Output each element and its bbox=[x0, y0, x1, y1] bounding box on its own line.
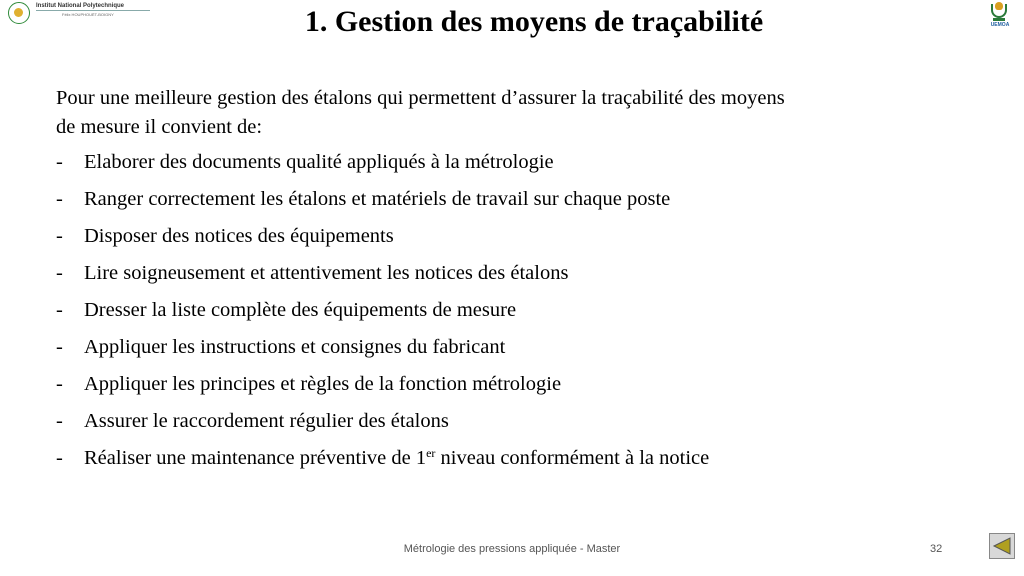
ordinal-superscript: er bbox=[426, 446, 436, 460]
list-item bbox=[56, 403, 982, 440]
back-arrow-icon bbox=[990, 534, 1014, 558]
list-item bbox=[56, 366, 982, 403]
partner-logo-label: UEMOA bbox=[990, 22, 1010, 28]
bullet-dash: - bbox=[56, 299, 63, 321]
bullet-dash: - bbox=[56, 188, 63, 210]
list-item bbox=[56, 292, 982, 329]
list-item-text: Dresser la liste complète des équipements de mesure bbox=[84, 299, 517, 321]
list-item-text: Ranger correctement les étalons et matériels de travail sur chaque poste bbox=[84, 188, 671, 210]
list-item-text: Appliquer les instructions et consignes du fabricant bbox=[84, 336, 506, 358]
list-item bbox=[56, 329, 982, 366]
back-button[interactable] bbox=[989, 533, 1015, 559]
intro-line-1: Pour une meilleure gestion des étalons qui permettent d’assurer la traçabilité des moyens bbox=[56, 87, 785, 109]
list-item-text: Lire soigneusement et attentivement les notices des étalons bbox=[84, 262, 569, 284]
list-item bbox=[56, 144, 982, 181]
list-item bbox=[56, 181, 982, 218]
list-item-text: Assurer le raccordement régulier des étalons bbox=[84, 410, 449, 432]
list-item-text-after: niveau conformément à la notice bbox=[435, 447, 710, 469]
bullet-dash: - bbox=[56, 262, 63, 284]
institution-name: Institut National Polytechnique bbox=[36, 3, 125, 9]
bullet-dash: - bbox=[56, 151, 63, 173]
slide-title: 1. Gestion des moyens de traçabilité bbox=[304, 5, 764, 38]
intro-line-2: de mesure il convient de: bbox=[56, 116, 263, 138]
bullet-dash: - bbox=[56, 373, 63, 395]
intro-paragraph bbox=[56, 82, 982, 144]
list-item bbox=[56, 440, 982, 477]
list-item bbox=[56, 255, 982, 292]
action-list bbox=[56, 144, 982, 477]
list-item-text: Elaborer des documents qualité appliqués à la métrologie bbox=[84, 151, 554, 173]
list-item bbox=[56, 218, 982, 255]
page-number: 32 bbox=[930, 543, 943, 555]
bullet-dash: - bbox=[56, 225, 63, 247]
list-item-text: Disposer des notices des équipements bbox=[84, 225, 394, 247]
list-item-text-before: Réaliser une maintenance préventive de 1 bbox=[84, 447, 427, 469]
list-item-text: Appliquer les principes et règles de la fonction métrologie bbox=[84, 373, 562, 395]
bullet-dash: - bbox=[56, 447, 63, 469]
footer-course-title: Métrologie des pressions appliquée - Master bbox=[403, 543, 621, 555]
institution-subname: Félix HOUPHOUËT-BOIGNY bbox=[62, 12, 114, 17]
bullet-dash: - bbox=[56, 336, 63, 358]
bullet-dash: - bbox=[56, 410, 63, 432]
slide-body bbox=[56, 82, 982, 477]
